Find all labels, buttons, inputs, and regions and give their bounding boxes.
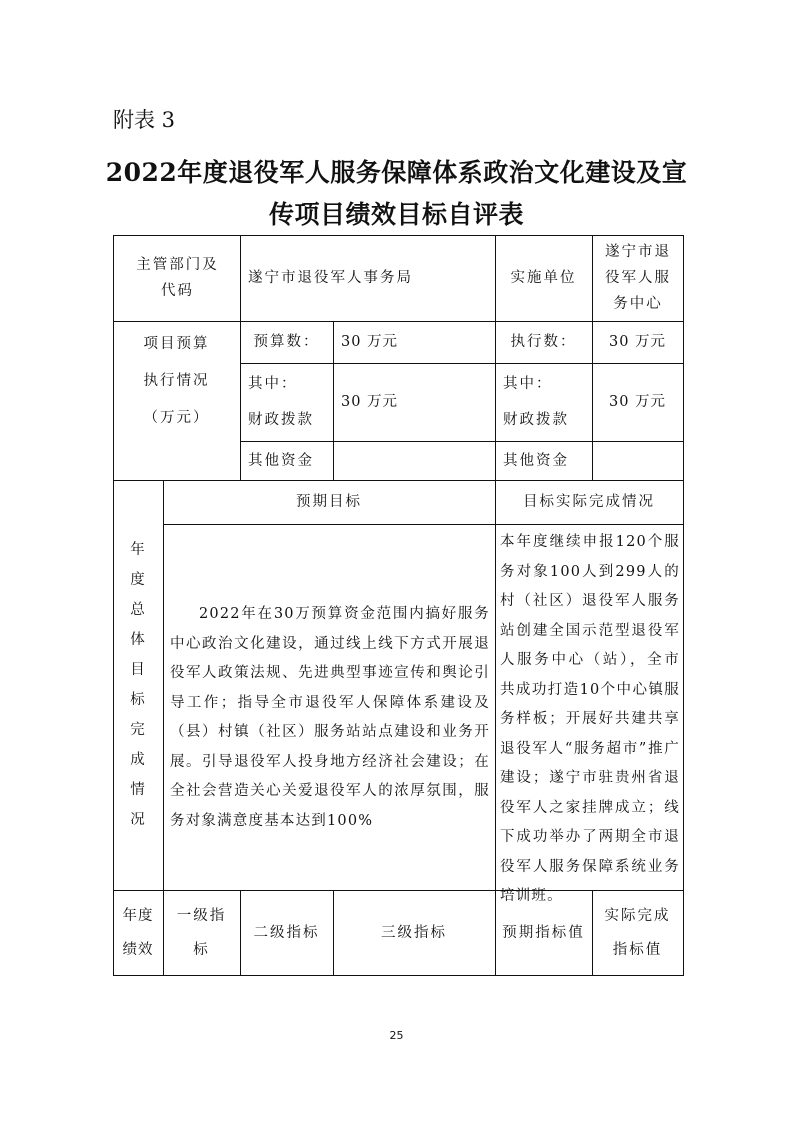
expected-value-header: 预期指标值 [502, 924, 585, 941]
other-funds-label: 其他资金 [248, 452, 314, 469]
level1-header: 一级指标 [176, 907, 227, 958]
level3-header: 三级指标 [381, 924, 447, 941]
fiscal-label-line: 其中： [503, 376, 553, 392]
expected-goal-header: 预期目标 [296, 494, 362, 510]
budget-label-line: 执行情况 [143, 372, 210, 389]
actual-header: 目标实际完成情况 [523, 494, 655, 510]
fiscal-exec-value: 30 万元 [608, 394, 667, 410]
table-line [113, 975, 684, 976]
fiscal-exec-label [495, 363, 592, 441]
budget-label-line: 项目预算 [143, 335, 210, 352]
actual-value-header: 实际完成指标值 [604, 907, 671, 958]
table-line [683, 235, 684, 975]
fiscal-label-line: 财政拨款 [503, 412, 569, 428]
appendix-label: 附表 3 [113, 108, 176, 132]
fiscal-label-line: 其中： [248, 376, 298, 392]
page-title-line2: 传项目绩效目标自评表 [268, 200, 524, 229]
fiscal-label [240, 363, 333, 441]
annual-goal-label: 年度总体目标完成情况 [130, 542, 146, 828]
budget-num-label: 预算数： [253, 334, 320, 350]
dept-label: 主管部门及代码 [136, 257, 219, 299]
budget-num-value: 30 万元 [341, 334, 399, 350]
page-title-line1: 2022年度退役军人服务保障体系政治文化建设及宣 [105, 158, 688, 187]
exec-num-label: 执行数： [510, 334, 577, 350]
page-number: 25 [389, 1029, 404, 1042]
table-line [163, 524, 684, 525]
level2-header: 二级指标 [253, 924, 320, 941]
expected-goal-text: 2022年在30万预算资金范围内搞好服务中心政治文化建设，通过线上线下方式开展退役军人政策法规、先进典型事迹宣传和舆论引导工作；指导全市退役军人保障体系建设及（县）村镇（社区）服务站站点建设和业务开展。引导退役军人投身地方经济社会建设；在全社会营造关心关爱退役军人的浓厚氛围，服务对象满意度基本达到100% [170, 606, 490, 829]
exec-num-value: 30 万元 [608, 334, 667, 350]
fiscal-label-line: 财政拨款 [248, 412, 314, 428]
perf-label: 年度绩效 [122, 907, 154, 958]
dept-value: 遂宁市退役军人事务局 [248, 270, 413, 286]
other-funds-label-exec: 其他资金 [503, 452, 569, 469]
budget-label-line: （万元） [143, 409, 210, 426]
impl-value: 遂宁市退役军人服务中心 [605, 244, 671, 312]
fiscal-budget-value: 30 万元 [341, 394, 399, 410]
actual-completion-text: 本年度继续申报120个服务对象100人到299人的村（社区）退役军人服务站创建全国示范型退役军人服务中心（站），全市共成功打造10个中心镇服务样板；开展好共建共享退役军人“服务超市”推广建设；遂宁市驻贵州省退役军人之家挂牌成立；线下成功举办了两期全市退役军人服务保障系统业务培训班。 [500, 534, 680, 904]
impl-label: 实施单位 [510, 270, 577, 286]
budget-label [113, 321, 240, 441]
